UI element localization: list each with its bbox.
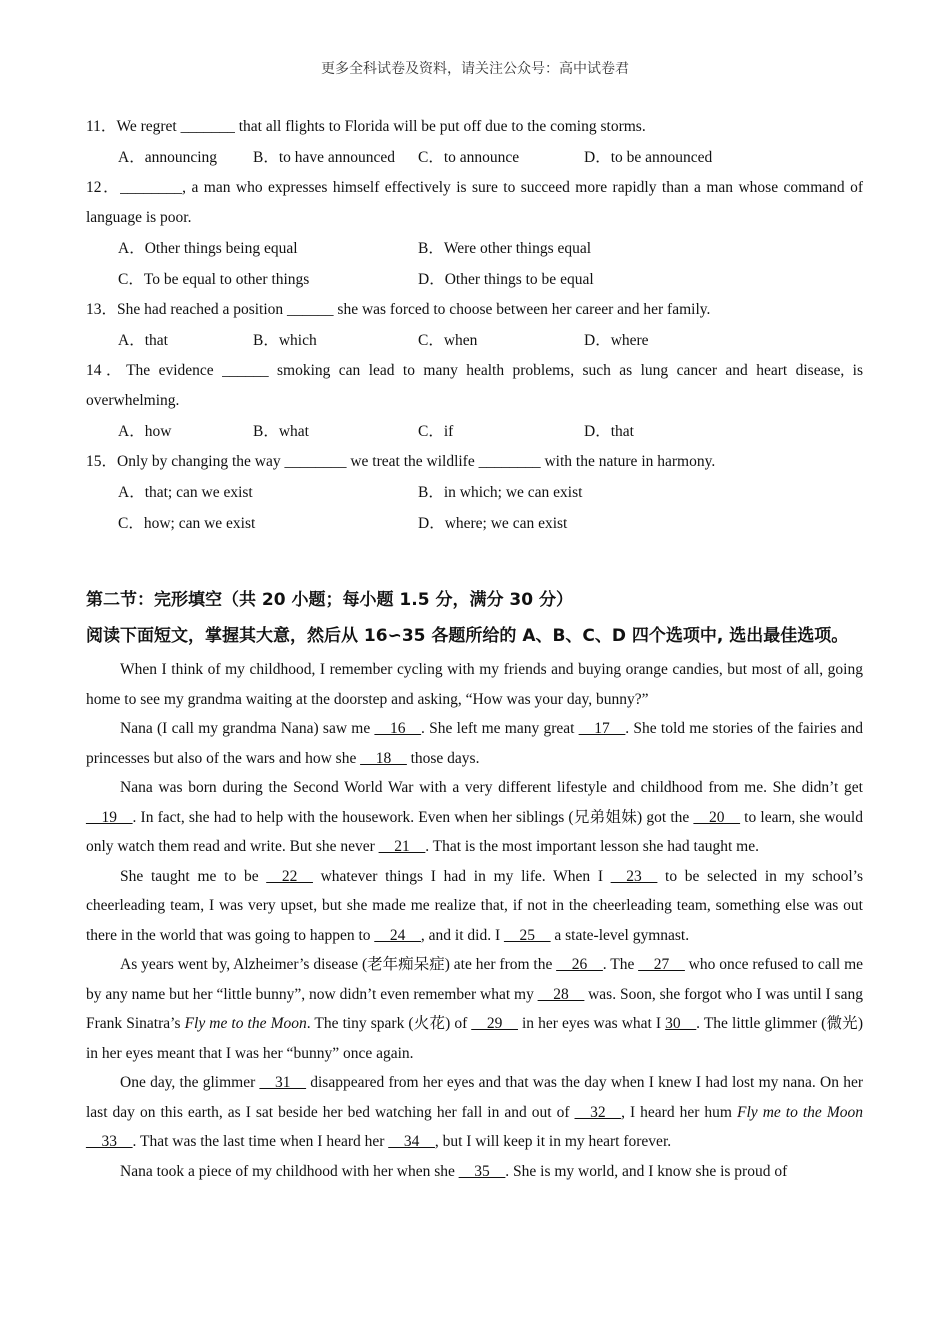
option-d: D．that [584, 423, 634, 440]
question-number: 14． [86, 362, 127, 379]
option-c: C．To be equal to other things [118, 271, 310, 288]
option-a: A．how [118, 423, 172, 440]
question-number: 11． [86, 118, 117, 135]
passage-paragraph-2: Nana (I call my grandma Nana) saw me __16__. She left me many great __17__. She told me stories of the fairies and princesses but also of the wars and how she __18__ those days. [86, 720, 863, 767]
option-row [86, 477, 863, 508]
blank-29: __29__ [471, 1015, 518, 1032]
question-stem: 14．The evidence ______ smoking can lead to many health problems, such as lung cancer and heart disease, is overwhelming. [86, 362, 863, 409]
blank-34: __34__ [388, 1133, 435, 1150]
passage-paragraph-1: When I think of my childhood, I remember cycling with my friends and buying orange candies, but most of all, going home to see my grandma waiting at the doorstep and asking, “How was your day, bunny?” [86, 661, 863, 708]
blank-28: __28__ [537, 985, 585, 1003]
question-15 [86, 447, 863, 539]
option-c: C．to announce [418, 149, 520, 166]
passage-paragraph-3: Nana was born during the Second World War with a very different lifestyle and childhood from me. She didn’t get __19__. In fact, she had to help with the housework. Even when her siblings (兄弟姐妹) got the __20__ to learn, she would only watch them read and write. But she never __21__. That is the most important lesson she had taught me. [86, 779, 863, 855]
question-13 [86, 295, 863, 356]
blank-23: __23__ [610, 867, 658, 885]
blank-21: __21__ [378, 838, 426, 855]
option-d: D．where; we can exist [418, 515, 568, 532]
passage-paragraph-5: As years went by, Alzheimer’s disease (老年痴呆症) ate her from the __26__. The __27__ who once refused to call me by any name but her “little bunny”, now didn’t even remember what my __28__ was. Soon, she forgot who I was until I sang Frank Sinatra’s Fly me to the Moon. The tiny spark (火花) of __29__ in her eyes was what I 30__. The little glimmer (微光) in her eyes meant that I was her “bunny” once again. [86, 956, 864, 1062]
option-a: A．Other things being equal [118, 240, 298, 257]
option-d: D．Other things to be equal [418, 271, 594, 288]
question-stem: 13．She had reached a position ______ she was forced to choose between her career and her family. [86, 301, 711, 318]
question-12 [86, 173, 863, 295]
option-a: A．that; can we exist [118, 484, 253, 501]
option-b: B．what [253, 423, 309, 440]
song-title: Fly me to the Moon [184, 1015, 307, 1032]
exam-content [86, 112, 863, 1186]
blank-19: __19__ [86, 808, 133, 826]
passage-paragraph-6: One day, the glimmer __31__ disappeared from her eyes and that was the day when I knew I had lost my nana. On her last day on this earth, as I sat beside her bed watching her fall in and out of __32__, I heard her hum Fly me to the Moon __33__. That was the last time when I heard her __34__, but I will keep it in my heart forever. [86, 1074, 863, 1150]
passage-paragraph-7: Nana took a piece of my childhood with her when she __35__. She is my world, and I know she is proud of [120, 1162, 788, 1180]
blank-33: __33__ [86, 1133, 133, 1150]
option-row [86, 142, 863, 173]
option-row [86, 264, 863, 295]
blank-27: __27__ [638, 956, 685, 973]
option-a: A．announcing [118, 149, 218, 166]
blank-25: __25__ [504, 926, 551, 944]
option-a: A．that [118, 332, 168, 349]
song-title: Fly me to the Moon [737, 1103, 863, 1121]
option-b: B．in which; we can exist [418, 484, 583, 501]
option-row [86, 508, 863, 539]
question-number: 12． [86, 179, 121, 196]
option-c: C．how; can we exist [118, 515, 256, 532]
option-row [86, 233, 863, 264]
blank-22: __22__ [266, 867, 313, 885]
option-d: D．where [584, 332, 649, 349]
option-b: B．which [253, 332, 317, 349]
page-header: 更多全科试卷及资料，请关注公众号：高中试卷君 [321, 61, 629, 77]
passage-paragraph-4: She taught me to be __22__ whatever things I had in my life. When I __23__ to be selected in my school’s cheerleading team, I was very upset, but she made me realize that, if not in the cheerleading team, something else was out there in the world that was going to happen to __24__, and it did. I __25__ a state-level gymnast. [86, 867, 863, 944]
question-14 [86, 356, 863, 447]
blank-30: 30__ [665, 1015, 697, 1032]
question-number: 13． [86, 301, 118, 318]
question-number: 15． [86, 453, 118, 470]
blank-26: __26__ [556, 956, 603, 973]
blank-17: __17__ [578, 720, 626, 737]
blank-31: __31__ [259, 1074, 306, 1091]
blank-24: __24__ [374, 926, 421, 944]
option-row [86, 416, 863, 447]
blank-18: __18__ [360, 749, 407, 767]
option-c: C．if [418, 423, 454, 440]
question-stem: 12．________, a man who expresses himself effectively is sure to succeed more rapidly than a man whose command of language is poor. [86, 179, 863, 226]
question-stem: 11．We regret _______ that all flights to Florida will be put off due to the coming storms. [86, 118, 646, 135]
question-11 [86, 112, 863, 173]
section-title: 第二节：完形填空（共 20 小题；每小题 1.5 分，满分 30 分） [86, 590, 573, 610]
option-c: C．when [418, 332, 478, 349]
blank-20: __20__ [693, 808, 740, 826]
question-stem: 15．Only by changing the way ________ we treat the wildlife ________ with the nature in harmony. [86, 453, 716, 470]
option-b: B．to have announced [253, 149, 396, 166]
section-instruction: 阅读下面短文，掌握其大意，然后从 16∽35 各题所给的 A、B、C、D 四个选项中, 选出最佳选项。 [86, 626, 849, 646]
cloze-passage [86, 655, 863, 1186]
option-d: D．to be announced [584, 149, 713, 166]
blank-16: __16__ [374, 720, 421, 737]
blank-35: __35__ [458, 1162, 506, 1180]
blank-32: __32__ [574, 1103, 622, 1121]
option-b: B．Were other things equal [418, 240, 592, 257]
option-row [86, 325, 863, 356]
